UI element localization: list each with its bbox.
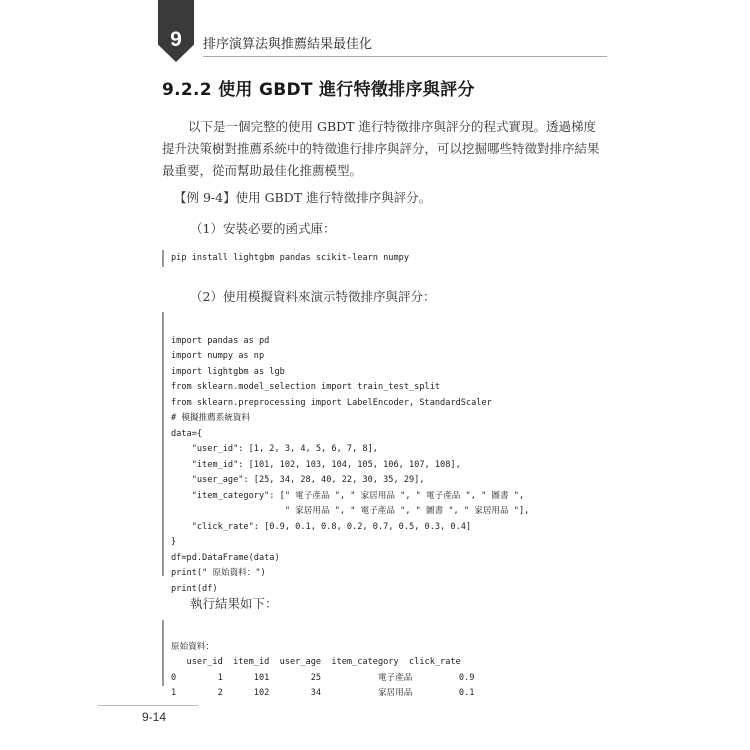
code-line: "item_id": [101, 102, 103, 104, 105, 106, 107, 108], (171, 459, 461, 470)
output-line: 原始資料： (171, 641, 214, 652)
output-row: 0 1 101 25 電子產品 0.9 (171, 672, 475, 683)
code-line: " 家居用品 ", " 電子產品 ", " 圖書 ", " 家居用品 "], (171, 506, 530, 516)
code-line: import lightgbm as lgb (171, 366, 285, 377)
code-line: from sklearn.preprocessing import LabelEncoder, StandardScaler (171, 397, 492, 408)
example-caption: 【例 9-4】使用 GBDT 進行特徵排序與評分。 (174, 190, 432, 205)
output-header-row: user_id item_id user_age item_category click_rate (171, 657, 461, 668)
code-line: "user_age": [25, 34, 28, 40, 22, 30, 35, 29], (171, 475, 425, 485)
install-code-block (162, 250, 607, 267)
code-line: import pandas as pd (171, 335, 270, 346)
code-line: "click_rate": [0.9, 0.1, 0.8, 0.2, 0.7, 0.5, 0.3, 0.4] (171, 521, 472, 532)
code-line: import numpy as np (171, 351, 265, 361)
page-number: 9-14 (142, 710, 167, 724)
code-line: print(" 原始資料：") (171, 568, 266, 578)
footer-divider (98, 705, 198, 706)
code-line: } (171, 537, 177, 547)
code-line: df=pd.DataFrame(data) (171, 552, 280, 563)
step1-label: （1）安裝必要的函式庫： (190, 221, 336, 236)
header-divider (203, 56, 607, 57)
output-row: 1 2 102 34 家居用品 0.1 (171, 688, 475, 699)
output-block (162, 620, 607, 699)
code-line: data={ (171, 428, 203, 439)
chapter-title: 排序演算法與推薦結果最佳化 (203, 37, 373, 52)
step2-label: （2）使用模擬資料來演示特徵排序與評分： (190, 289, 436, 304)
code-line: print(df) (171, 583, 218, 594)
chapter-number: 9 (170, 28, 182, 51)
intro-paragraph: 以下是一個完整的使用 GBDT 進行特徵排序與評分的程式實現。透過梯度提升決策樹對推薦系統中的特徵進行排序與評分，可以挖掘哪些特徵對排序結果最重要，從而幫助最佳化推薦模型。 (162, 119, 600, 178)
code-line: from sklearn.model_selection import train_test_split (171, 382, 441, 392)
code-line: pip install lightgbm pandas scikit-learn numpy (171, 253, 409, 263)
main-code-block (162, 312, 607, 594)
code-line: "item_category": [" 電子產品 ", " 家居用品 ", " 電子產品 ", " 圖書 ", (171, 490, 525, 501)
code-comment: # 模擬推薦系統資料 (171, 413, 251, 423)
section-heading: 9.2.2 使用 GBDT 進行特徵排序與評分 (162, 80, 475, 100)
code-line: "user_id": [1, 2, 3, 4, 5, 6, 7, 8], (171, 444, 378, 454)
result-label: 執行結果如下： (190, 596, 278, 611)
